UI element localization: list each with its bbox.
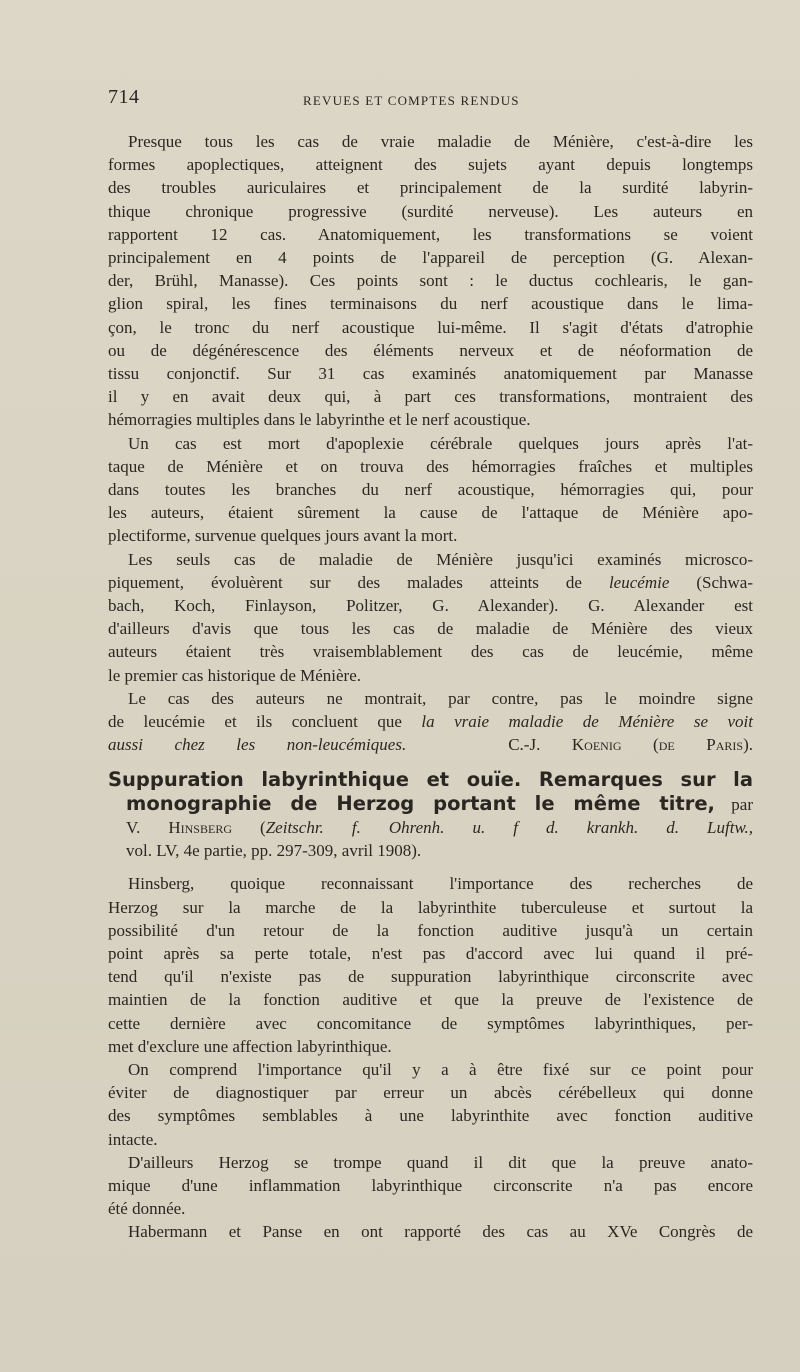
text-segment: de leucémie et ils concluent que (108, 712, 422, 732)
text-line: glion spiral, les fines terminaisons du nerf acoustique dans le lima- (108, 294, 753, 314)
text-line: Herzog sur la marche de la labyrinthite tuberculeuse et surtout la (108, 897, 753, 917)
text-line: rapportent 12 cas. Anatomiquement, les transformations se voient (108, 224, 753, 244)
text-line: éviter de diagnostiquer par erreur un abcès cérébelleux qui donne (108, 1083, 753, 1103)
text-line: tissu conjonctif. Sur 31 cas examinés anatomiquement par Manasse (108, 364, 753, 384)
emphasis-leucemie: leucémie (608, 572, 670, 592)
text-line: thique chronique progressive (surdité nerveuse). Les auteurs en (108, 201, 753, 221)
paragraph-7 (108, 1151, 753, 1221)
text-line: été donnée. (108, 1199, 186, 1219)
ref-open: ( (260, 817, 266, 837)
section-author: V. Hinsberg (126, 817, 232, 837)
paragraph-1 (108, 130, 753, 432)
page-header (108, 86, 758, 116)
text-line: plectiforme, survenue quelques jours avant la mort. (108, 526, 458, 546)
journal-title: Zeitschr. f. Ohrenh. u. f d. krankh. d. Luftw., (265, 817, 754, 837)
section-par: par (731, 794, 753, 814)
signature: C.-J. Koenig (de Paris). (508, 735, 753, 755)
text-line: il y en avait deux qui, à part ces transformations, montraient des (108, 387, 753, 407)
spacer (108, 862, 753, 872)
text-line: Un cas est mort d'apoplexie cérébrale quelques jours après l'at- (128, 433, 753, 453)
text-line: Hinsberg, quoique reconnaissant l'importance des recherches de (128, 874, 753, 894)
emphasis-conclusion-cont: aussi chez les non-leucémiques. (108, 735, 407, 755)
text-line: cette dernière avec concomitance de symptômes labyrinthiques, per- (108, 1013, 753, 1033)
section-heading (108, 768, 753, 862)
text-line: Le cas des auteurs ne montrait, par contre, pas le moindre signe (128, 688, 753, 708)
section-title-line-2-row (108, 792, 753, 816)
text-line (108, 733, 753, 756)
text-segment: piquement, évoluèrent sur des malades atteints de (108, 572, 609, 592)
text-line: possibilité d'un retour de la fonction auditive jusqu'à un certain (108, 920, 753, 940)
text-line: auteurs étaient très vraisemblablement des cas de leucémie, même (108, 642, 753, 662)
paragraph-4 (108, 687, 753, 757)
body-text (108, 130, 753, 1244)
text-line (108, 571, 753, 594)
text-line: tend qu'il n'existe pas de suppuration labyrinthique circonscrite avec (108, 967, 753, 987)
section-title-line-2: monographie de Herzog portant le même titre, (126, 791, 715, 815)
paragraph-3 (108, 548, 753, 687)
text-line: mique d'une inflammation labyrinthique circonscrite n'a pas encore (108, 1175, 753, 1195)
text-line: çon, le tronc du nerf acoustique lui-même. Il s'agit d'états d'atrophie (108, 317, 753, 337)
paragraph-5 (108, 872, 753, 1058)
text-line: des symptômes semblables à une labyrinthite avec fonction auditive (108, 1106, 753, 1126)
text-line (108, 710, 753, 733)
text-line: met d'exclure une affection labyrinthique. (108, 1036, 392, 1056)
text-line: Habermann et Panse en ont rapporté des cas au XVe Congrès de (128, 1222, 753, 1242)
text-line: D'ailleurs Herzog se trompe quand il dit que la preuve anato- (128, 1152, 753, 1172)
section-reference-line: vol. LV, 4e partie, pp. 297-309, avril 1908). (126, 841, 422, 861)
emphasis-conclusion: la vraie maladie de Ménière se voit (421, 712, 754, 732)
text-line: maintien de la fonction auditive et que la preuve de l'existence de (108, 990, 753, 1010)
text-line: hémorragies multiples dans le labyrinthe et le nerf acoustique. (108, 410, 531, 430)
text-line: dans toutes les branches du nerf acoustique, hémorragies qui, pour (108, 480, 753, 500)
text-line: formes apoplectiques, atteignent des sujets ayant depuis longtemps (108, 155, 753, 175)
text-line: les auteurs, étaient sûrement la cause de l'attaque de Ménière apo- (108, 503, 753, 523)
text-line: ou de dégénérescence des éléments nerveux et de néoformation de (108, 340, 753, 360)
text-line: bach, Koch, Finlayson, Politzer, G. Alexander). G. Alexander est (108, 596, 753, 616)
text-line: Presque tous les cas de vraie maladie de Ménière, c'est-à-dire les (128, 132, 753, 151)
text-line: des troubles auriculaires et principalement de la surdité labyrin- (108, 178, 753, 198)
paragraph-2 (108, 432, 753, 548)
paragraph-8 (108, 1220, 753, 1243)
text-line: der, Brühl, Manasse). Ces points sont : le ductus cochlearis, le gan- (108, 271, 753, 291)
text-line: principalement en 4 points de l'appareil de perception (G. Alexan- (108, 248, 753, 268)
paragraph-6 (108, 1058, 753, 1151)
text-segment: (Schwa- (669, 572, 753, 592)
text-line: d'ailleurs d'avis que tous les cas de maladie de Ménière des vieux (108, 619, 753, 639)
text-line: taque de Ménière et on trouva des hémorragies fraîches et multiples (108, 456, 753, 476)
text-line: point après sa perte totale, n'est pas d'accord avec lui quand il pré- (108, 943, 753, 963)
running-head: REVUES ET COMPTES RENDUS (303, 93, 520, 108)
text-line: le premier cas historique de Ménière. (108, 665, 362, 685)
section-title-line-1: Suppuration labyrinthique et ouïe. Remarques sur la (108, 768, 753, 792)
text-line: On comprend l'importance qu'il y a à être fixé sur ce point pour (128, 1059, 753, 1079)
text-line: intacte. (108, 1129, 158, 1149)
page-number: 714 (108, 86, 140, 108)
section-reference-row (108, 816, 753, 839)
text-line: Les seuls cas de maladie de Ménière jusqu'ici examinés microsco- (128, 549, 753, 569)
